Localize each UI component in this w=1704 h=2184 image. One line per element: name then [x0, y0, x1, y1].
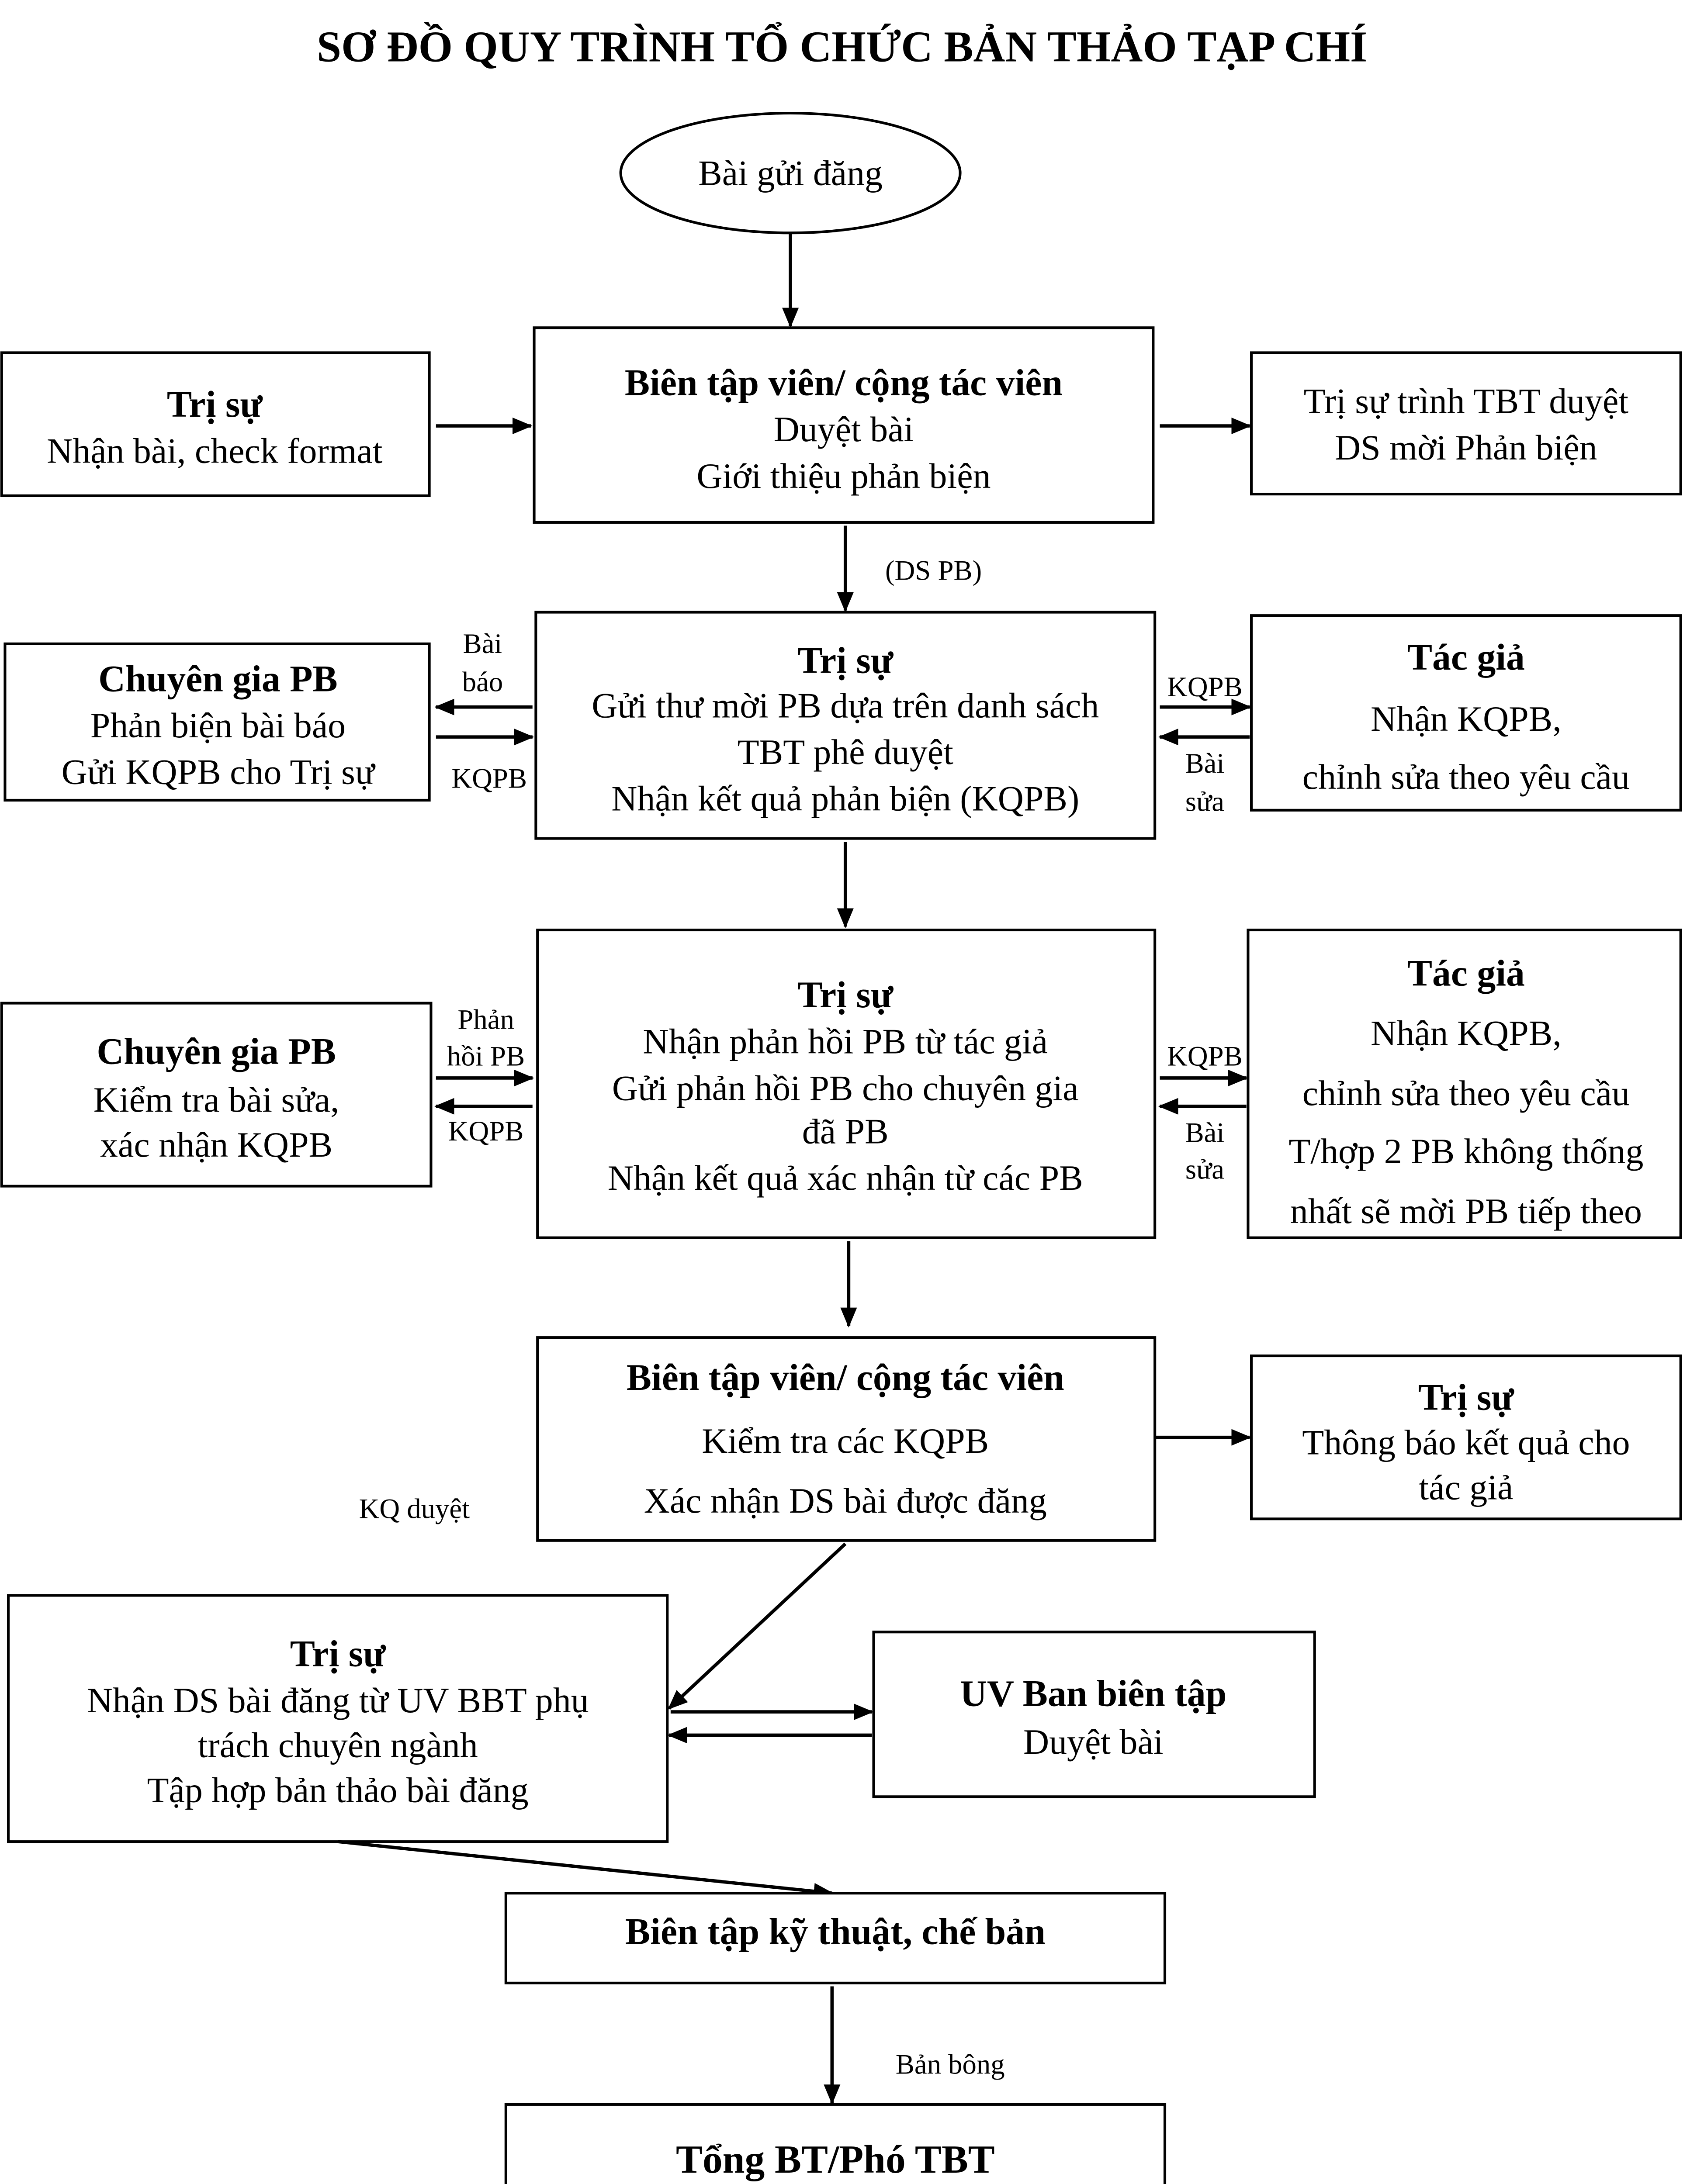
- diagram-title: SƠ ĐỒ QUY TRÌNH TỔ CHỨC BẢN THẢO TẠP CHÍ: [316, 22, 1368, 71]
- node-r1-center-line: Duyệt bài: [773, 409, 914, 449]
- edge-label-r3-right-lower: Bài: [1185, 1117, 1225, 1149]
- node-r3-right-line: Nhận KQPB,: [1371, 1013, 1562, 1053]
- node-r4-center-heading: Biên tập viên/ cộng tác viên: [626, 1357, 1064, 1399]
- start-node-label: Bài gửi đăng: [698, 153, 883, 193]
- node-r2-left-line: Phản biện bài báo: [90, 705, 346, 746]
- node-r3-left-line: xác nhận KQPB: [100, 1124, 333, 1165]
- edge-label-r3-right-upper: KQPB: [1167, 1040, 1243, 1072]
- node-r2-right-line: Nhận KQPB,: [1371, 698, 1562, 739]
- node-r2-left-line: Gửi KQPB cho Trị sự: [61, 752, 375, 792]
- node-r3-right-heading: Tác giả: [1407, 952, 1525, 994]
- node-r1-right-line: DS mời Phản biện: [1335, 428, 1597, 468]
- edge-label-kq-duyet: KQ duyệt: [359, 1493, 470, 1525]
- node-r1-left-heading: Trị sự: [166, 383, 263, 425]
- node-r5-left-line: Tập hợp bản thảo bài đăng: [147, 1770, 529, 1810]
- node-r2-center-line: Gửi thư mời PB dựa trên danh sách: [592, 685, 1099, 726]
- node-r3-center-heading: Trị sự: [797, 974, 894, 1016]
- node-r5-right-heading: UV Ban biên tập: [960, 1673, 1227, 1714]
- node-r3-right-line: chỉnh sửa theo yêu cầu: [1302, 1073, 1630, 1113]
- edge-label-ban-bong: Bản bông: [895, 2049, 1005, 2080]
- node-r1-left-line: Nhận bài, check format: [47, 431, 383, 471]
- node-r3-center-line: Nhận kết quả xác nhận từ các PB: [607, 1158, 1083, 1198]
- edge-label-r2-left-upper: Bài: [463, 628, 502, 660]
- node-r7-heading: Tổng BT/Phó TBT: [676, 2137, 995, 2182]
- edge-label-r2-right-lower: Bài: [1185, 748, 1225, 780]
- node-r3-center-line: Nhận phản hồi PB từ tác giả: [643, 1021, 1048, 1061]
- node-r3-center-line: Gửi phản hồi PB cho chuyên gia: [612, 1068, 1079, 1108]
- node-r5-left-heading: Trị sự: [290, 1633, 386, 1675]
- edge-label-r3-right-lower: sửa: [1185, 1154, 1224, 1185]
- node-r2-center-heading: Trị sự: [797, 639, 894, 681]
- node-r5-right-line: Duyệt bài: [1023, 1722, 1164, 1762]
- edge-label-r3-left-upper: hồi PB: [447, 1040, 525, 1072]
- edge-label-r3-left-upper: Phản: [457, 1004, 514, 1036]
- node-r4-center-line: Xác nhận DS bài được đăng: [644, 1480, 1047, 1521]
- node-r1-right: [1251, 352, 1681, 494]
- node-r2-left-heading: Chuyên gia PB: [98, 658, 338, 700]
- node-r3-left-line: Kiểm tra bài sửa,: [93, 1079, 339, 1120]
- edge-label-r2-right-upper: KQPB: [1167, 671, 1243, 703]
- node-r5-left-line: Nhận DS bài đăng từ UV BBT phụ: [87, 1680, 589, 1720]
- node-r4-right-line: Thông báo kết quả cho: [1302, 1422, 1630, 1462]
- edge-label-r2-left-lower: KQPB: [451, 763, 527, 795]
- node-r5-left-line: trách chuyên ngành: [197, 1725, 478, 1765]
- node-r4-right-heading: Trị sự: [1418, 1376, 1514, 1418]
- node-r5-right: [874, 1632, 1315, 1797]
- node-r2-right-heading: Tác giả: [1407, 636, 1525, 678]
- node-r2-center-line: Nhận kết quả phản biện (KQPB): [611, 778, 1080, 819]
- node-r3-left-heading: Chuyên gia PB: [97, 1030, 336, 1072]
- node-r3-right-line: nhất sẽ mời PB tiếp theo: [1290, 1191, 1642, 1231]
- node-r1-center-heading: Biên tập viên/ cộng tác viên: [624, 362, 1063, 404]
- node-r4-right-line: tác giả: [1419, 1467, 1514, 1507]
- node-r1-right-line: Trị sự trình TBT duyệt: [1303, 381, 1629, 421]
- node-r2-right-line: chỉnh sửa theo yêu cầu: [1302, 757, 1630, 797]
- edge-label-r2-right-lower: sửa: [1185, 786, 1224, 818]
- edge-label-r3-left-lower: KQPB: [448, 1115, 524, 1147]
- edge-label-ds-pb: (DS PB): [885, 555, 982, 587]
- node-r4-center-line: Kiểm tra các KQPB: [702, 1420, 989, 1461]
- edge-label-r2-left-upper: báo: [462, 666, 503, 698]
- arrow-r4-to-r5-left: [669, 1544, 845, 1708]
- arrow-r5-to-r6: [338, 1842, 832, 1893]
- node-r3-right-line: T/hợp 2 PB không thống: [1288, 1131, 1644, 1171]
- node-r1-center-line: Giới thiệu phản biện: [696, 456, 991, 496]
- node-r3-center-line: đã PB: [802, 1111, 889, 1151]
- node-r2-center-line: TBT phê duyệt: [737, 732, 953, 772]
- node-r6-heading: Biên tập kỹ thuật, chế bản: [625, 1911, 1046, 1952]
